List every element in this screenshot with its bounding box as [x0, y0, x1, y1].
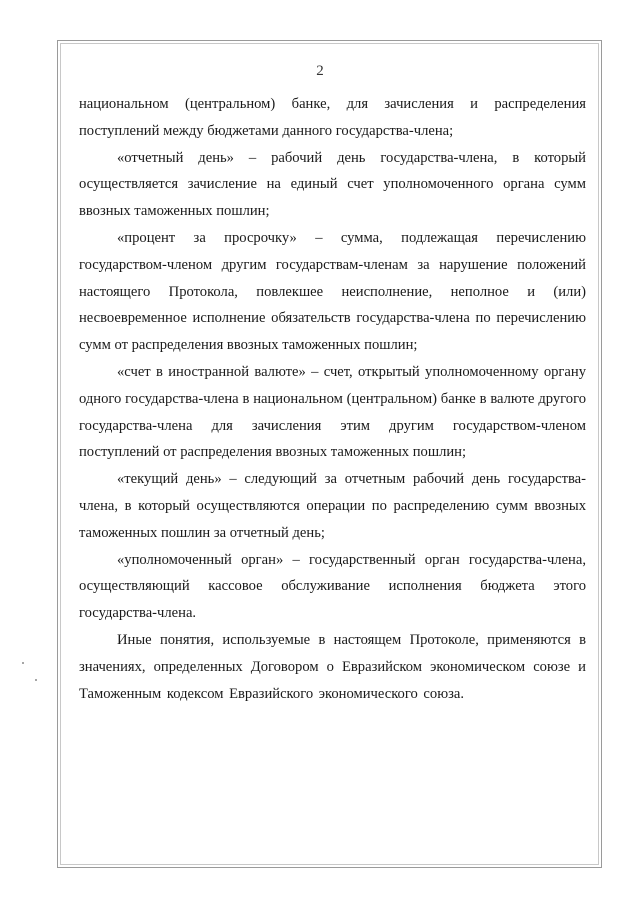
scan-speck: [22, 662, 24, 664]
page-number: 2: [316, 63, 324, 79]
paragraph-overdue-interest: «процент за просрочку» – сумма, подлежащая перечислению государством-членом другим государствам-членам за нарушение положений настоящего Протокола, повлекшее неисполнение, неполное и (или) несвоевременное исполнение обязательств государства-члена по перечислению сумм от распределения ввозных таможенных пошлин;: [79, 229, 586, 354]
paragraph-current-day: «текущий день» – следующий за отчетным рабочий день государства-члена, в который осуществляются операции по распределению сумм ввозных таможенных пошлин за отчетный день;: [79, 471, 586, 541]
scan-speck: [35, 679, 37, 681]
paragraph-other-terms: Иные понятия, используемые в настоящем Протоколе, применяются в значениях, определенных Договором о Евразийском экономическом союзе и Таможенным кодексом Евразийского экономического союза.: [79, 631, 586, 702]
paragraph-foreign-currency-account: «счет в иностранной валюте» – счет, открытый уполномоченному органу одного государства-члена в национальном (центральном) банке в валюте другого государства-члена для зачисления этим другим государством-членом поступлений от распределения ввозных таможенных пошлин;: [79, 363, 586, 461]
document-body: [79, 91, 586, 707]
paragraph-authorized-body: «уполномоченный орган» – государственный орган государства-члена, осуществляющий кассовое обслуживание исполнения бюджета этого государства-члена.: [79, 551, 586, 622]
paragraph-continuation: национальном (центральном) банке, для зачисления и распределения поступлений между бюджетами данного государства-члена;: [79, 96, 586, 139]
paragraph-reporting-day: «отчетный день» – рабочий день государства-члена, в который осуществляется зачисление на единый счет уполномоченного органа сумм ввозных таможенных пошлин;: [79, 149, 586, 220]
